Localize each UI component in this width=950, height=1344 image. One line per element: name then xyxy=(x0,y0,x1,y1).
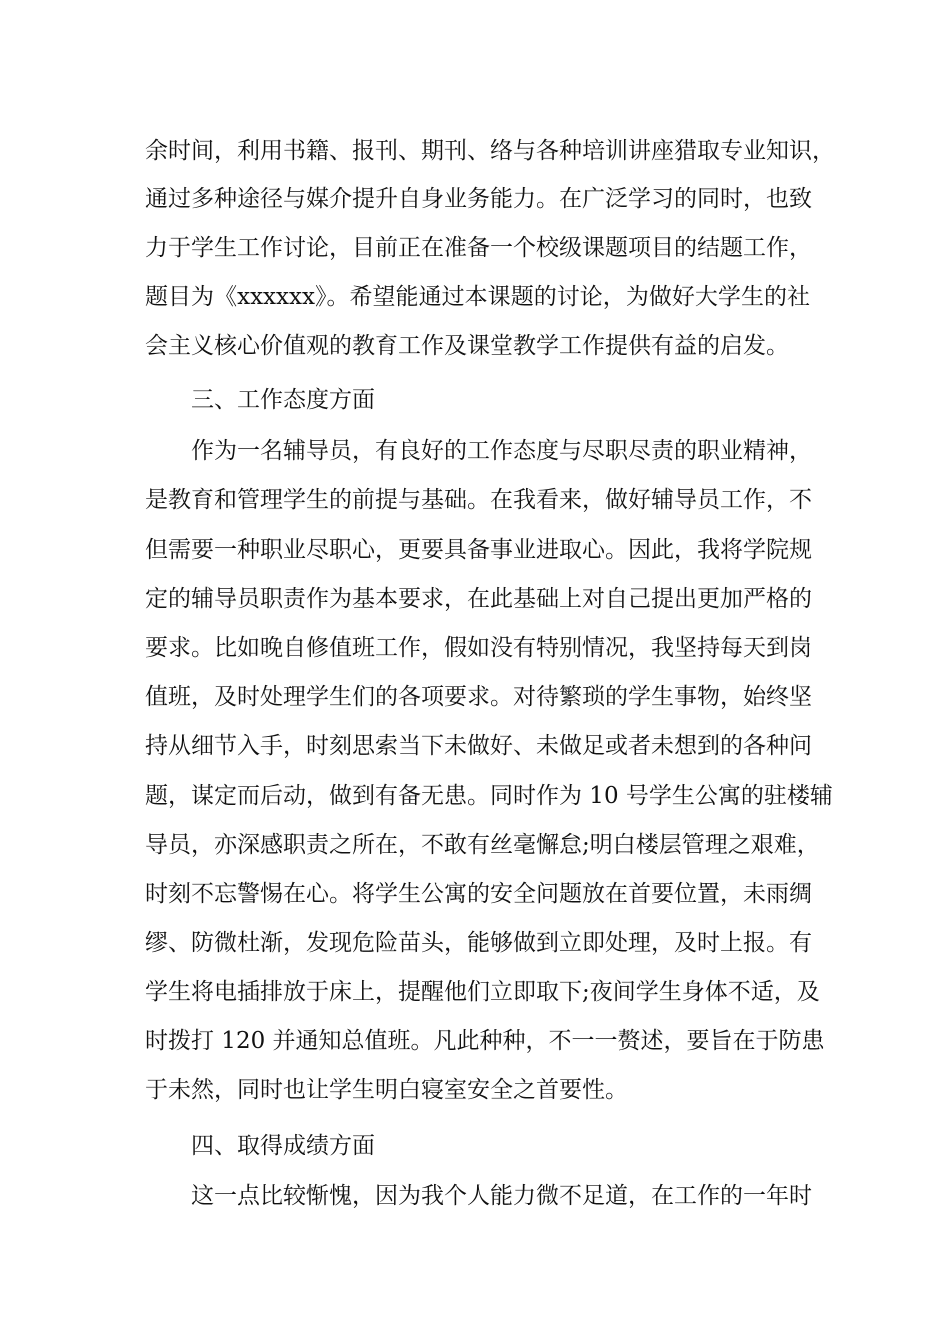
body-text-line: 持从细节入手，时刻思索当下未做好、未做足或者未想到的各种问 xyxy=(145,733,812,759)
body-text-line: 力于学生工作讨论，目前正在准备一个校级课题项目的结题工作， xyxy=(145,235,812,261)
body-text-line: 时拨打 120 并通知总值班。凡此种种，不一一赘述，要旨在于防患 xyxy=(145,1028,825,1054)
body-text-line: 题目为《xxxxxx》。希望能通过本课题的讨论，为做好大学生的社 xyxy=(145,284,810,310)
section-heading: 四、取得成绩方面 xyxy=(191,1133,375,1159)
body-text-line: 余时间，利用书籍、报刊、期刊、络与各种培训讲座猎取专业知识， xyxy=(145,138,835,164)
body-text-line: 学生将电插排放于床上，提醒他们立即取下;夜间学生身体不适，及 xyxy=(145,979,820,1005)
body-text-line: 值班，及时处理学生们的各项要求。对待繁琐的学生事物，始终坚 xyxy=(145,684,812,710)
body-text-line: 这一点比较惭愧，因为我个人能力微不足道，在工作的一年时 xyxy=(191,1183,812,1209)
body-text-line: 是教育和管理学生的前提与基础。在我看来，做好辅导员工作，不 xyxy=(145,487,812,513)
body-text-line: 定的辅导员职责作为基本要求，在此基础上对自己提出更加严格的 xyxy=(145,586,812,612)
section-heading: 三、工作态度方面 xyxy=(191,387,375,413)
body-text-line: 于未然，同时也让学生明白寝室安全之首要性。 xyxy=(145,1077,628,1103)
body-text-line: 但需要一种职业尽职心，更要具备事业进取心。因此，我将学院规 xyxy=(145,537,812,563)
body-text-line: 题，谋定而后动，做到有备无患。同时作为 10 号学生公寓的驻楼辅 xyxy=(145,783,833,809)
body-text-line: 作为一名辅导员，有良好的工作态度与尽职尽责的职业精神， xyxy=(191,438,812,464)
body-text-line: 通过多种途径与媒介提升自身业务能力。在广泛学习的同时，也致 xyxy=(145,186,812,212)
body-text-line: 要求。比如晚自修值班工作，假如没有特别情况，我坚持每天到岗 xyxy=(145,635,812,661)
body-text-line: 会主义核心价值观的教育工作及课堂教学工作提供有益的启发。 xyxy=(145,333,789,359)
body-text-line: 时刻不忘警惕在心。将学生公寓的安全问题放在首要位置，未雨绸 xyxy=(145,881,812,907)
body-text-line: 缪、防微杜渐，发现危险苗头，能够做到立即处理，及时上报。有 xyxy=(145,930,812,956)
body-text-line: 导员，亦深感职责之所在，不敢有丝毫懈怠;明白楼层管理之艰难， xyxy=(145,832,820,858)
